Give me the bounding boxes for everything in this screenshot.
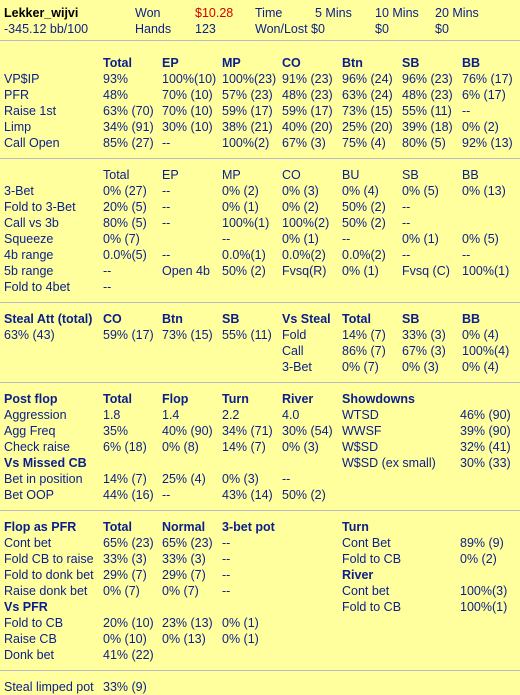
stat-value: Cont bet <box>342 584 390 598</box>
stat-value: 0% (3) <box>222 472 259 486</box>
stat-value: 0% (1) <box>282 232 319 246</box>
stat-value: -- <box>402 200 411 214</box>
col-header: BB <box>462 168 479 182</box>
stat-value: 91% (23) <box>282 72 333 86</box>
hands-label: Hands <box>135 22 172 36</box>
stat-value: Open 4b <box>162 264 210 278</box>
stat-value: -- <box>162 248 171 262</box>
stat-value: 55% (11) <box>222 328 272 342</box>
stat-value: 50% (2) <box>342 200 386 214</box>
stat-value: 0% (1) <box>222 200 259 214</box>
stat-value: 30% (10) <box>162 120 213 134</box>
stat-value: 6% (17) <box>462 88 506 102</box>
stat-value: 33% (3) <box>162 552 206 566</box>
stat-value: 63% (24) <box>342 88 393 102</box>
stat-value: 48% (23) <box>282 88 333 102</box>
stat-label: Call vs 3b <box>4 216 59 230</box>
stat-value: 100%(1) <box>462 264 510 278</box>
stat-value: -- <box>282 472 291 486</box>
stat-value: -- <box>222 232 231 246</box>
stat-value: 65% (23) <box>103 536 154 550</box>
stat-value: 50% (2) <box>222 264 266 278</box>
stat-value: -- <box>222 584 231 598</box>
stat-value: 67% (3) <box>402 344 446 358</box>
stat-label: Bet in position <box>4 472 83 486</box>
stat-value: 34% (71) <box>222 424 273 438</box>
stat-value: 43% (14) <box>222 488 273 502</box>
stat-value: 33% (9) <box>103 680 147 694</box>
stat-value: 3-Bet <box>282 360 312 374</box>
stat-value: 100%(2) <box>282 216 330 230</box>
col-header: River <box>282 392 314 406</box>
stat-value: 48% (23) <box>402 88 453 102</box>
stat-value: 34% (91) <box>103 120 154 134</box>
stat-value: 59% (17) <box>282 104 333 118</box>
stat-value: 0% (2) <box>460 552 497 566</box>
wonlost-label: Won/Lost $0 <box>255 22 325 36</box>
col-header: SB <box>402 312 420 326</box>
stat-value: 50% (2) <box>282 488 326 502</box>
stat-value: 96% (24) <box>342 72 393 86</box>
stat-value: 85% (27) <box>103 136 154 150</box>
stat-label: Vs Missed CB <box>4 456 87 470</box>
time-col-5: 5 Mins <box>315 6 352 20</box>
divider <box>0 510 520 511</box>
stat-value: 0% (2) <box>282 200 319 214</box>
time-col-10: 10 Mins <box>375 6 419 20</box>
stat-value: River <box>342 568 374 582</box>
stat-value: 100%(4) <box>462 344 510 358</box>
stat-value: 0% (13) <box>462 184 506 198</box>
stat-value: 67% (3) <box>282 136 326 150</box>
stat-value: -- <box>342 232 351 246</box>
stat-label: Cont bet <box>4 536 52 550</box>
stat-value: 20% (5) <box>103 200 147 214</box>
stat-value: 0.0%(2) <box>282 248 326 262</box>
col-header: Vs Steal <box>282 312 331 326</box>
col-header: Total <box>342 312 371 326</box>
stat-value: 75% (4) <box>342 136 386 150</box>
stat-value: 0% (8) <box>162 440 199 454</box>
stat-value: Fold <box>282 328 307 342</box>
stat-value: -- <box>162 184 171 198</box>
stat-label: Limp <box>4 120 32 134</box>
col-header: BU <box>342 168 360 182</box>
stat-label: Fold to 3-Bet <box>4 200 76 214</box>
stat-value: 20% (10) <box>103 616 154 630</box>
col-header: Btn <box>162 312 183 326</box>
stat-value: 0% (3) <box>282 440 319 454</box>
stat-value: -- <box>222 536 231 550</box>
stat-value: 1.4 <box>162 408 180 422</box>
col-header: CO <box>103 312 122 326</box>
stat-value: 100%(2) <box>222 136 270 150</box>
divider <box>0 302 520 303</box>
stat-value: 0% (7) <box>162 584 199 598</box>
col-header: Total <box>103 168 130 182</box>
col-header: BB <box>462 56 481 70</box>
stat-value: 0.0%(2) <box>342 248 386 262</box>
stat-value: -- <box>103 264 112 278</box>
stat-value: -- <box>462 104 471 118</box>
col-header: EP <box>162 56 179 70</box>
col-header: 3-bet pot <box>222 520 275 534</box>
stat-label: Agg Freq <box>4 424 56 438</box>
stat-value: 14% (7) <box>103 472 147 486</box>
stat-label: Fold to 4bet <box>4 280 71 294</box>
stat-value: 0% (2) <box>222 184 259 198</box>
col-header: Btn <box>342 56 363 70</box>
col-header: CO <box>282 56 301 70</box>
stat-value: 38% (21) <box>222 120 273 134</box>
stat-value: 100%(1) <box>222 216 270 230</box>
divider <box>0 158 520 159</box>
col-header: MP <box>222 168 241 182</box>
stat-value: 40% (20) <box>282 120 333 134</box>
stat-value: 80% (5) <box>402 136 446 150</box>
divider <box>0 670 520 671</box>
stat-value: -- <box>162 200 171 214</box>
stat-value: 0% (4) <box>462 360 499 374</box>
stat-value: 0.0%(1) <box>222 248 266 262</box>
col-header: MP <box>222 56 241 70</box>
wonlost-20: $0 <box>435 22 449 36</box>
stat-label: Raise donk bet <box>4 584 88 598</box>
stat-label: 63% (43) <box>4 328 55 342</box>
stat-value: 29% (7) <box>162 568 206 582</box>
stat-label: Steal limped pot <box>4 680 94 694</box>
stat-value: 4.0 <box>282 408 300 422</box>
stat-value: 0% (3) <box>282 184 319 198</box>
stat-value: 93% <box>103 72 129 86</box>
col-header: Post flop <box>4 392 58 406</box>
col-header: Steal Att (total) <box>4 312 93 326</box>
wonlost-10: $0 <box>375 22 389 36</box>
stat-value: 44% (16) <box>103 488 154 502</box>
stat-value: 80% (5) <box>103 216 147 230</box>
stat-value: -- <box>162 488 171 502</box>
stat-value: 32% (41) <box>460 440 511 454</box>
stat-value: 73% (15) <box>162 328 213 342</box>
stat-label: Aggression <box>4 408 67 422</box>
stat-value: 63% (70) <box>103 104 154 118</box>
stat-value: 59% (17) <box>103 328 154 342</box>
col-header: Showdowns <box>342 392 415 406</box>
stat-label: VP$IP <box>4 72 40 86</box>
col-header: Flop <box>162 392 189 406</box>
stat-value: 65% (23) <box>162 536 213 550</box>
stat-value: 0% (7) <box>342 360 379 374</box>
stat-value: W$SD <box>342 440 379 454</box>
col-header: BB <box>462 312 481 326</box>
stat-value: 70% (10) <box>162 88 213 102</box>
stat-value: 96% (23) <box>402 72 453 86</box>
stat-value: 100%(10) <box>162 72 217 86</box>
player-name[interactable]: Lekker_wijvi <box>4 6 79 20</box>
stat-label: 5b range <box>4 264 54 278</box>
stat-value: 89% (9) <box>460 536 504 550</box>
stat-value: 73% (15) <box>342 104 393 118</box>
stat-value: 6% (18) <box>103 440 147 454</box>
stat-value: 14% (7) <box>222 440 266 454</box>
col-header: Turn <box>342 520 369 534</box>
won-value: $10.28 <box>195 6 234 20</box>
col-header: Total <box>103 392 132 406</box>
won-label: Won <box>135 6 161 20</box>
stat-value: 100%(1) <box>460 600 508 614</box>
stat-value: -- <box>103 280 112 294</box>
stat-value: 0% (5) <box>402 184 439 198</box>
stat-value: 86% (7) <box>342 344 386 358</box>
stat-value: W$SD (ex small) <box>342 456 436 470</box>
stat-value: 70% (10) <box>162 104 213 118</box>
col-header: Total <box>103 56 132 70</box>
stat-value: 59% (17) <box>222 104 273 118</box>
stat-value: 55% (11) <box>402 104 452 118</box>
col-header: EP <box>162 168 179 182</box>
stat-value: 50% (2) <box>342 216 386 230</box>
stat-value: -- <box>222 552 231 566</box>
col-header: SB <box>402 56 420 70</box>
stat-value: 0% (7) <box>103 584 140 598</box>
stat-value: Fvsq (C) <box>402 264 450 278</box>
stat-value: Call <box>282 344 304 358</box>
stat-value: 92% (13) <box>462 136 513 150</box>
stat-value: 46% (90) <box>460 408 511 422</box>
stat-value: 0.0%(5) <box>103 248 147 262</box>
divider <box>0 40 520 41</box>
stat-value: 0% (2) <box>462 120 499 134</box>
stat-value: -- <box>402 248 411 262</box>
stat-value: 0% (10) <box>103 632 147 646</box>
stat-label: 4b range <box>4 248 54 262</box>
col-header: Turn <box>222 392 249 406</box>
stat-value: 30% (54) <box>282 424 333 438</box>
col-header: SB <box>222 312 240 326</box>
stat-value: WWSF <box>342 424 382 438</box>
divider <box>0 382 520 383</box>
col-header: Flop as PFR <box>4 520 77 534</box>
stat-value: Fold to CB <box>342 552 402 566</box>
stat-label: Raise CB <box>4 632 57 646</box>
stat-value: 29% (7) <box>103 568 147 582</box>
stat-value: 0% (27) <box>103 184 147 198</box>
stat-label: Vs PFR <box>4 600 48 614</box>
col-header: Total <box>103 520 132 534</box>
stat-value: 0% (1) <box>222 632 259 646</box>
stat-value: 2.2 <box>222 408 240 422</box>
stat-value: 35% <box>103 424 129 438</box>
stat-value: 0% (3) <box>402 360 439 374</box>
stat-value: 14% (7) <box>342 328 386 342</box>
stat-value: 0% (1) <box>342 264 379 278</box>
stat-value: -- <box>222 568 231 582</box>
col-header: CO <box>282 168 301 182</box>
stat-label: Donk bet <box>4 648 55 662</box>
col-header: SB <box>402 168 419 182</box>
stat-label: Raise 1st <box>4 104 57 118</box>
stat-label: Call Open <box>4 136 60 150</box>
stat-value: 39% (90) <box>460 424 511 438</box>
stat-value: 39% (18) <box>402 120 453 134</box>
stat-value: 40% (90) <box>162 424 213 438</box>
stat-value: Cont Bet <box>342 536 391 550</box>
stat-value: 25% (4) <box>162 472 206 486</box>
time-col-20: 20 Mins <box>435 6 479 20</box>
stat-value: 0% (1) <box>222 616 259 630</box>
stat-value: Fvsq(R) <box>282 264 327 278</box>
stat-label: Squeeze <box>4 232 54 246</box>
stat-label: Fold to CB <box>4 616 64 630</box>
stat-label: Fold to donk bet <box>4 568 94 582</box>
stat-value: 0% (1) <box>402 232 439 246</box>
stat-value: Fold to CB <box>342 600 402 614</box>
stat-value: 48% <box>103 88 129 102</box>
stat-label: PFR <box>4 88 29 102</box>
stat-value: -- <box>462 248 471 262</box>
stat-value: 57% (23) <box>222 88 273 102</box>
stat-value: WTSD <box>342 408 379 422</box>
stat-value: 0% (4) <box>462 328 499 342</box>
stat-value: 0% (13) <box>162 632 206 646</box>
time-label: Time <box>255 6 283 20</box>
stat-value: -- <box>162 216 171 230</box>
stat-value: 41% (22) <box>103 648 154 662</box>
hands-value: 123 <box>195 22 216 36</box>
stat-label: Fold CB to raise <box>4 552 94 566</box>
stat-value: 23% (13) <box>162 616 213 630</box>
stat-value: -- <box>402 216 411 230</box>
stat-value: 100%(3) <box>460 584 508 598</box>
stat-label: 3-Bet <box>4 184 34 198</box>
stat-label: Bet OOP <box>4 488 55 502</box>
stat-value: 33% (3) <box>402 328 446 342</box>
stat-value: 0% (5) <box>462 232 499 246</box>
col-header: Normal <box>162 520 206 534</box>
bb100-value: -345.12 bb/100 <box>4 22 89 36</box>
stat-value: 76% (17) <box>462 72 513 86</box>
stat-label: Check raise <box>4 440 70 454</box>
stat-value: 1.8 <box>103 408 121 422</box>
stat-value: 30% (33) <box>460 456 511 470</box>
stat-value: -- <box>162 136 171 150</box>
stat-value: 0% (7) <box>103 232 140 246</box>
stat-value: 0% (4) <box>342 184 379 198</box>
stat-value: 33% (3) <box>103 552 147 566</box>
stat-value: 25% (20) <box>342 120 393 134</box>
stat-value: 100%(23) <box>222 72 277 86</box>
